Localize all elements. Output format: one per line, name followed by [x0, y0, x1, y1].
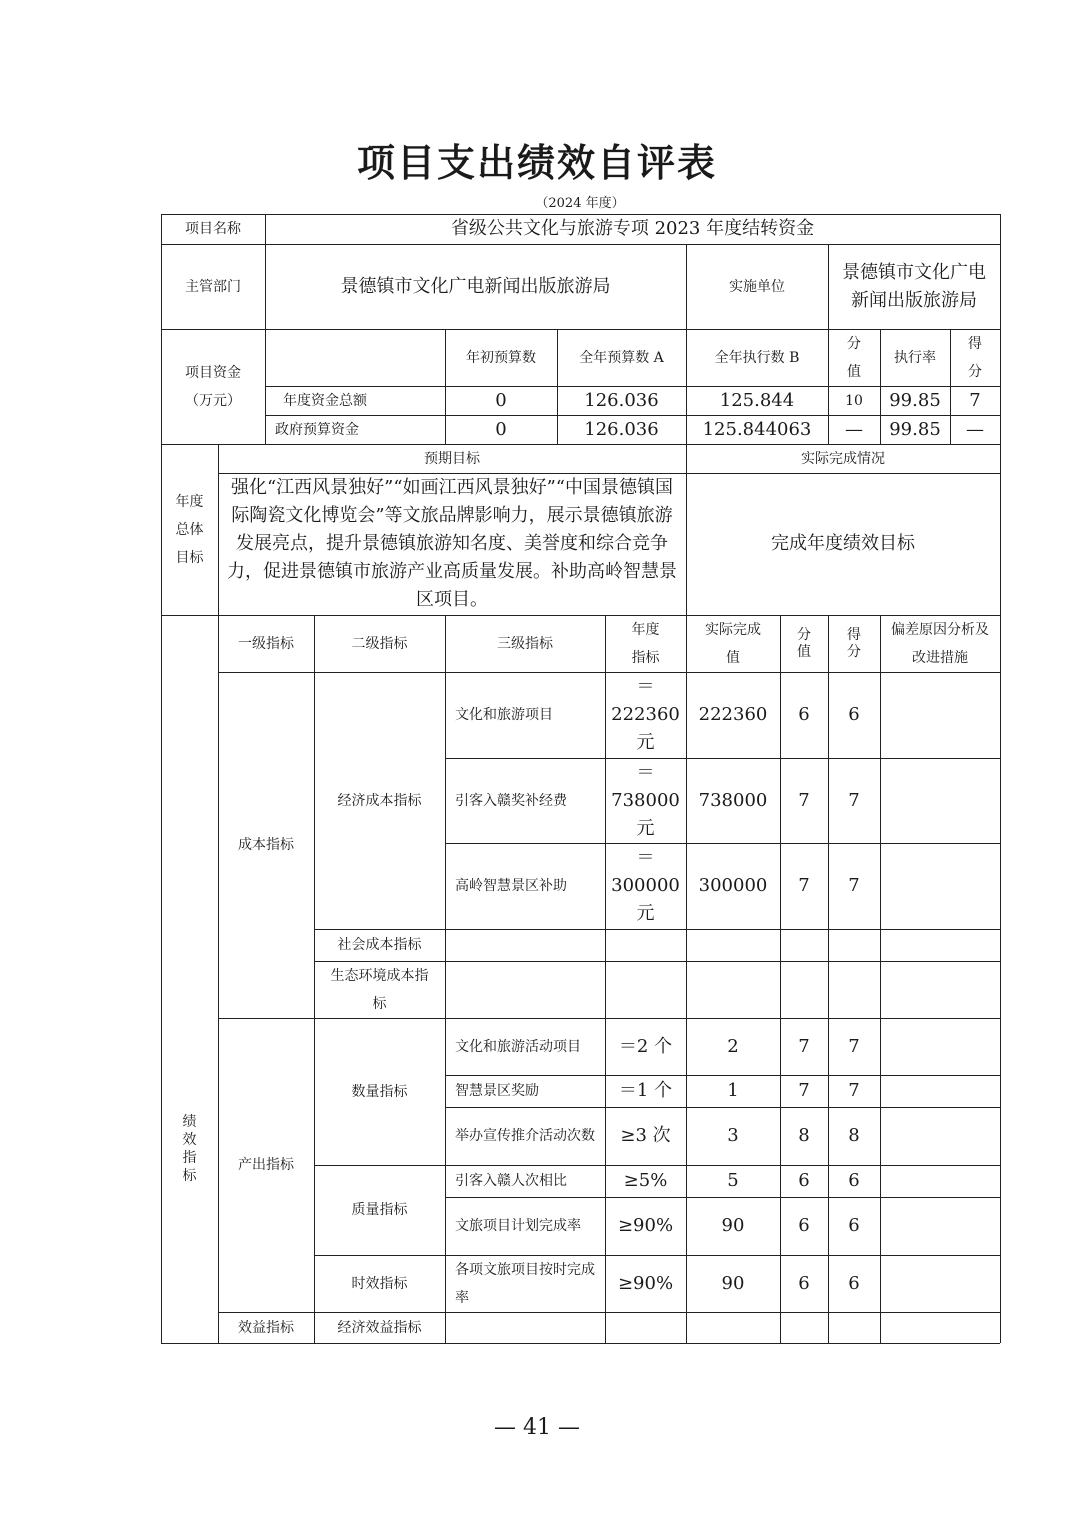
- goals-actual-text: 完成年度绩效目标: [771, 533, 915, 554]
- goals-expected-header: 预期目标: [424, 450, 480, 467]
- level3-cell: 各项文旅项目按时完成率: [455, 1261, 595, 1306]
- funds-header-score: 得分: [968, 335, 982, 380]
- level1-output: 产出指标: [238, 1157, 294, 1173]
- score-cell: 6: [848, 704, 860, 725]
- target-cell: ≥5%: [623, 1170, 668, 1191]
- actual-cell: 2: [727, 1035, 739, 1057]
- target-cell: ＝222360元: [611, 676, 680, 753]
- weight-cell: 6: [798, 704, 810, 725]
- funds-row-name: 政府预算资金: [275, 421, 359, 438]
- header-actual: 实际完成值: [705, 621, 761, 666]
- header-level2: 二级指标: [351, 635, 408, 652]
- level3-cell: 高岭智慧景区补助: [455, 878, 567, 894]
- actual-cell: 300000: [698, 875, 768, 896]
- funds-header-initial: 年初预算数: [466, 349, 536, 366]
- weight-cell: 6: [798, 1170, 810, 1191]
- actual-cell: 90: [721, 1272, 745, 1294]
- score-cell: 6: [848, 1272, 860, 1294]
- actual-cell: 3: [727, 1125, 739, 1146]
- level2-social-cost: 社会成本指标: [337, 937, 422, 953]
- level2-economic-benefit: 经济效益指标: [337, 1319, 422, 1336]
- project-name-value: 省级公共文化与旅游专项 2023 年度结转资金: [450, 218, 815, 239]
- header-level3: 三级指标: [497, 635, 553, 652]
- weight-cell: 7: [798, 789, 810, 811]
- level2-quantity: 数量指标: [351, 1083, 408, 1100]
- funds-row-weight: 10: [845, 392, 863, 409]
- goals-actual-header: 实际完成情况: [801, 450, 885, 467]
- score-cell: 7: [848, 875, 860, 896]
- header-score: 得分: [847, 626, 861, 660]
- funds-row-exec-b: 125.844063: [702, 418, 812, 440]
- goals-label: 年度总体目标: [175, 493, 204, 566]
- score-cell: 6: [848, 1215, 860, 1236]
- indicators-section-label-text: 绩效指标: [182, 1114, 197, 1184]
- actual-cell: 222360: [698, 704, 768, 725]
- funds-header-rate: 执行率: [894, 349, 936, 366]
- dept-value: 景德镇市文化广电新闻出版旅游局: [340, 275, 611, 297]
- target-cell: ＝1 个: [618, 1080, 673, 1101]
- score-cell: 7: [848, 1080, 860, 1101]
- level2-economic-cost: 经济成本指标: [337, 792, 422, 809]
- score-cell: 8: [848, 1125, 860, 1146]
- level3-cell: 引客入赣人次相比: [455, 1173, 567, 1189]
- level3-cell: 引客入赣奖补经费: [455, 792, 567, 809]
- header-deviation: 偏差原因分析及改进措施: [891, 621, 989, 666]
- level3-cell: 文化和旅游活动项目: [455, 1038, 581, 1055]
- weight-cell: 6: [798, 1272, 810, 1294]
- funds-row-score: —: [966, 418, 984, 440]
- funds-row-score: 7: [969, 389, 981, 411]
- level3-cell: 智慧景区奖励: [455, 1083, 539, 1099]
- actual-cell: 1: [727, 1080, 739, 1101]
- indicators-section-label: [161, 615, 218, 1343]
- target-cell: ＝738000元: [611, 761, 680, 839]
- funds-label-line2: （万元）: [185, 392, 241, 409]
- funds-row-weight: —: [845, 418, 863, 440]
- impl-value: 景德镇市文化广电新闻出版旅游局: [842, 261, 986, 311]
- header-level1: 一级指标: [238, 635, 294, 652]
- level3-cell: 举办宣传推介活动次数: [455, 1128, 595, 1144]
- funds-row-rate: 99.85: [889, 389, 941, 411]
- funds-row-initial: 0: [495, 389, 507, 411]
- weight-cell: 7: [798, 1080, 810, 1101]
- target-cell: ≥3 次: [620, 1125, 671, 1146]
- funds-row-initial: 0: [495, 418, 507, 440]
- level3-cell: 文化和旅游项目: [455, 707, 553, 723]
- funds-row-budget-a: 126.036: [584, 389, 659, 411]
- score-cell: 7: [848, 789, 860, 811]
- weight-cell: 6: [798, 1215, 810, 1236]
- funds-row-name: 年度资金总额: [283, 392, 367, 409]
- dept-label: 主管部门: [185, 278, 241, 295]
- target-cell: ＝300000元: [611, 847, 680, 924]
- header-weight: 分值: [797, 626, 811, 660]
- weight-cell: 8: [798, 1125, 810, 1146]
- funds-header-weight: 分值: [847, 335, 861, 380]
- funds-header-exec-b: 全年执行数 B: [714, 349, 800, 366]
- actual-cell: 90: [721, 1215, 745, 1236]
- page-number: — 41 —: [494, 1415, 580, 1440]
- level2-quality: 质量指标: [351, 1202, 408, 1218]
- target-cell: ≥90%: [617, 1215, 674, 1236]
- weight-cell: 7: [798, 875, 810, 896]
- target-cell: ≥90%: [617, 1272, 674, 1294]
- actual-cell: 738000: [698, 789, 768, 811]
- level1-cost: 成本指标: [238, 837, 294, 853]
- document-subtitle: （2024 年度）: [535, 196, 625, 211]
- funds-label: [161, 329, 265, 444]
- level3-cell: 文旅项目计划完成率: [455, 1218, 581, 1234]
- impl-label: 实施单位: [729, 278, 785, 295]
- funds-header-budget-a: 全年预算数 A: [579, 349, 664, 366]
- funds-row-exec-b: 125.844: [719, 389, 795, 411]
- funds-row-rate: 99.85: [889, 418, 941, 440]
- score-cell: 7: [848, 1035, 860, 1057]
- level2-eco-cost: 生态环境成本指标: [330, 967, 429, 1012]
- level2-timeliness: 时效指标: [351, 1275, 408, 1292]
- funds-label-line1: 项目资金: [185, 364, 241, 381]
- actual-cell: 5: [727, 1170, 739, 1191]
- project-name-label: 项目名称: [185, 221, 241, 237]
- level1-benefit: 效益指标: [238, 1319, 294, 1336]
- goals-expected-text: 强化“江西风景独好”“如画江西风景独好”“中国景德镇国际陶瓷文化博览会”等文旅品牌影响力，展示景德镇旅游发展亮点，提升景德镇旅游知名度、美誉度和综合竞争力，促进景德镇市旅游产业高质量发展。补助高岭智慧景区项目。: [227, 477, 677, 610]
- weight-cell: 7: [798, 1035, 810, 1057]
- score-cell: 6: [848, 1170, 860, 1191]
- document-title: 项目支出绩效自评表: [356, 141, 717, 185]
- funds-row-budget-a: 126.036: [584, 418, 659, 440]
- header-target: 年度指标: [631, 621, 660, 666]
- target-cell: ＝2 个: [618, 1035, 673, 1057]
